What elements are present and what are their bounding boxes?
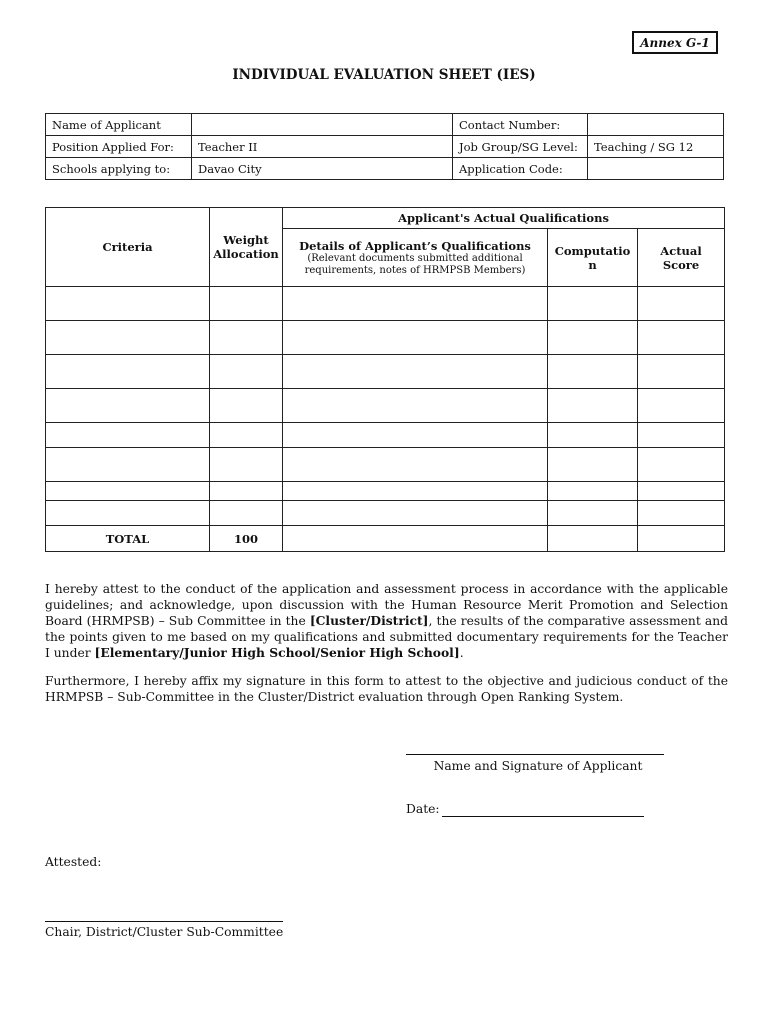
table-cell[interactable]	[638, 482, 725, 501]
table-row	[46, 448, 725, 482]
evaluation-table	[45, 207, 725, 552]
table-row	[46, 423, 725, 448]
criteria-header: Criteria	[46, 208, 210, 287]
table-cell[interactable]	[210, 389, 283, 423]
table-cell[interactable]	[283, 526, 548, 552]
table-cell[interactable]	[210, 501, 283, 526]
table-cell[interactable]	[638, 501, 725, 526]
table-cell[interactable]	[283, 482, 548, 501]
total-label: TOTAL	[46, 526, 210, 552]
chair-signature-label: Chair, District/Cluster Sub-Committee	[45, 925, 284, 939]
table-cell[interactable]	[548, 448, 638, 482]
affirmation-paragraph: Furthermore, I hereby affix my signature in this form to attest to the objective and judicious conduct of the HRMPSB – Sub-Committee in the Cluster/District evaluation through Open Ranking System.	[45, 674, 728, 704]
table-cell[interactable]	[283, 389, 548, 423]
attestation-text: .	[459, 646, 464, 660]
table-cell[interactable]	[46, 482, 210, 501]
table-cell[interactable]	[283, 287, 548, 321]
date-label: Date:	[406, 802, 440, 816]
table-cell[interactable]	[210, 482, 283, 501]
table-row	[46, 158, 724, 180]
table-cell[interactable]	[548, 482, 638, 501]
position-label: Position Applied For:	[46, 136, 192, 158]
table-cell[interactable]	[638, 355, 725, 389]
chair-signature-line[interactable]	[45, 921, 283, 922]
cluster-district-text: [Cluster/District]	[309, 613, 429, 628]
table-cell[interactable]	[210, 321, 283, 355]
name-label: Name of Applicant	[46, 114, 192, 136]
attestation-paragraph	[45, 581, 728, 661]
table-row	[46, 501, 725, 526]
table-cell[interactable]	[638, 321, 725, 355]
computation-header: Computatio n	[548, 229, 638, 287]
table-cell[interactable]	[548, 526, 638, 552]
name-field[interactable]	[192, 114, 453, 136]
table-cell[interactable]	[46, 321, 210, 355]
table-cell[interactable]	[46, 501, 210, 526]
table-cell[interactable]	[548, 423, 638, 448]
score-header: Actual Score	[638, 229, 725, 287]
table-row	[46, 321, 725, 355]
table-cell[interactable]	[46, 389, 210, 423]
table-row	[46, 287, 725, 321]
weight-header: Weight Allocation	[210, 208, 283, 287]
contact-label: Contact Number:	[453, 114, 588, 136]
table-row	[46, 482, 725, 501]
table-row	[46, 355, 725, 389]
table-cell[interactable]	[283, 321, 548, 355]
annex-label: Annex G-1	[632, 31, 718, 54]
table-cell[interactable]	[548, 287, 638, 321]
details-header-note: (Relevant documents submitted additional requirements, notes of HRMPSB Members)	[304, 252, 526, 276]
table-row	[46, 208, 725, 229]
schools-label: Schools applying to:	[46, 158, 192, 180]
date-line[interactable]	[442, 816, 644, 817]
attested-label: Attested:	[45, 855, 102, 869]
table-cell[interactable]	[548, 355, 638, 389]
table-cell[interactable]	[548, 501, 638, 526]
schools-field[interactable]: Davao City	[192, 158, 453, 180]
jobgroup-field[interactable]: Teaching / SG 12	[588, 136, 724, 158]
table-row	[46, 136, 724, 158]
page-title: INDIVIDUAL EVALUATION SHEET (IES)	[232, 67, 536, 83]
details-header	[283, 229, 548, 287]
applicant-info-table	[45, 113, 724, 180]
applicant-signature-label: Name and Signature of Applicant	[433, 759, 643, 773]
table-cell[interactable]	[638, 423, 725, 448]
appcode-field[interactable]	[588, 158, 724, 180]
applicant-signature-line[interactable]	[406, 754, 664, 755]
contact-field[interactable]	[588, 114, 724, 136]
appcode-label: Application Code:	[453, 158, 588, 180]
table-cell[interactable]	[638, 526, 725, 552]
table-cell[interactable]	[46, 355, 210, 389]
table-cell[interactable]	[548, 321, 638, 355]
table-cell[interactable]	[210, 423, 283, 448]
table-cell[interactable]	[283, 448, 548, 482]
table-cell[interactable]	[283, 355, 548, 389]
table-cell[interactable]	[638, 448, 725, 482]
table-cell[interactable]	[46, 287, 210, 321]
table-cell[interactable]	[283, 501, 548, 526]
position-field[interactable]: Teacher II	[192, 136, 453, 158]
table-row	[46, 114, 724, 136]
attestation-text: I hereby attest to the conduct of the application and assessment process in accordance with the applicable guidelines; and acknowledge, upon discussion with the Human Resource Merit Promotion and Selection Board (HRMPSB) – Sub Committee in the	[45, 582, 728, 628]
table-cell[interactable]	[283, 423, 548, 448]
table-cell[interactable]	[46, 423, 210, 448]
table-cell[interactable]	[46, 448, 210, 482]
table-row	[46, 389, 725, 423]
school-level-text: [Elementary/Junior High School/Senior High School]	[94, 645, 460, 660]
table-cell[interactable]	[210, 448, 283, 482]
total-weight: 100	[210, 526, 283, 552]
table-cell[interactable]	[548, 389, 638, 423]
table-cell[interactable]	[638, 389, 725, 423]
table-cell[interactable]	[638, 287, 725, 321]
jobgroup-label: Job Group/SG Level:	[453, 136, 588, 158]
table-cell[interactable]	[210, 287, 283, 321]
details-header-title: Details of Applicant’s Qualifications	[299, 238, 531, 253]
table-cell[interactable]	[210, 355, 283, 389]
actual-qualifications-header: Applicant's Actual Qualifications	[283, 208, 725, 229]
total-row	[46, 526, 725, 552]
attestation-text: , the results of the comparative assessment and the points given to me based on my qualifications and submitted documentary requirements for the Teacher I under	[45, 614, 728, 660]
